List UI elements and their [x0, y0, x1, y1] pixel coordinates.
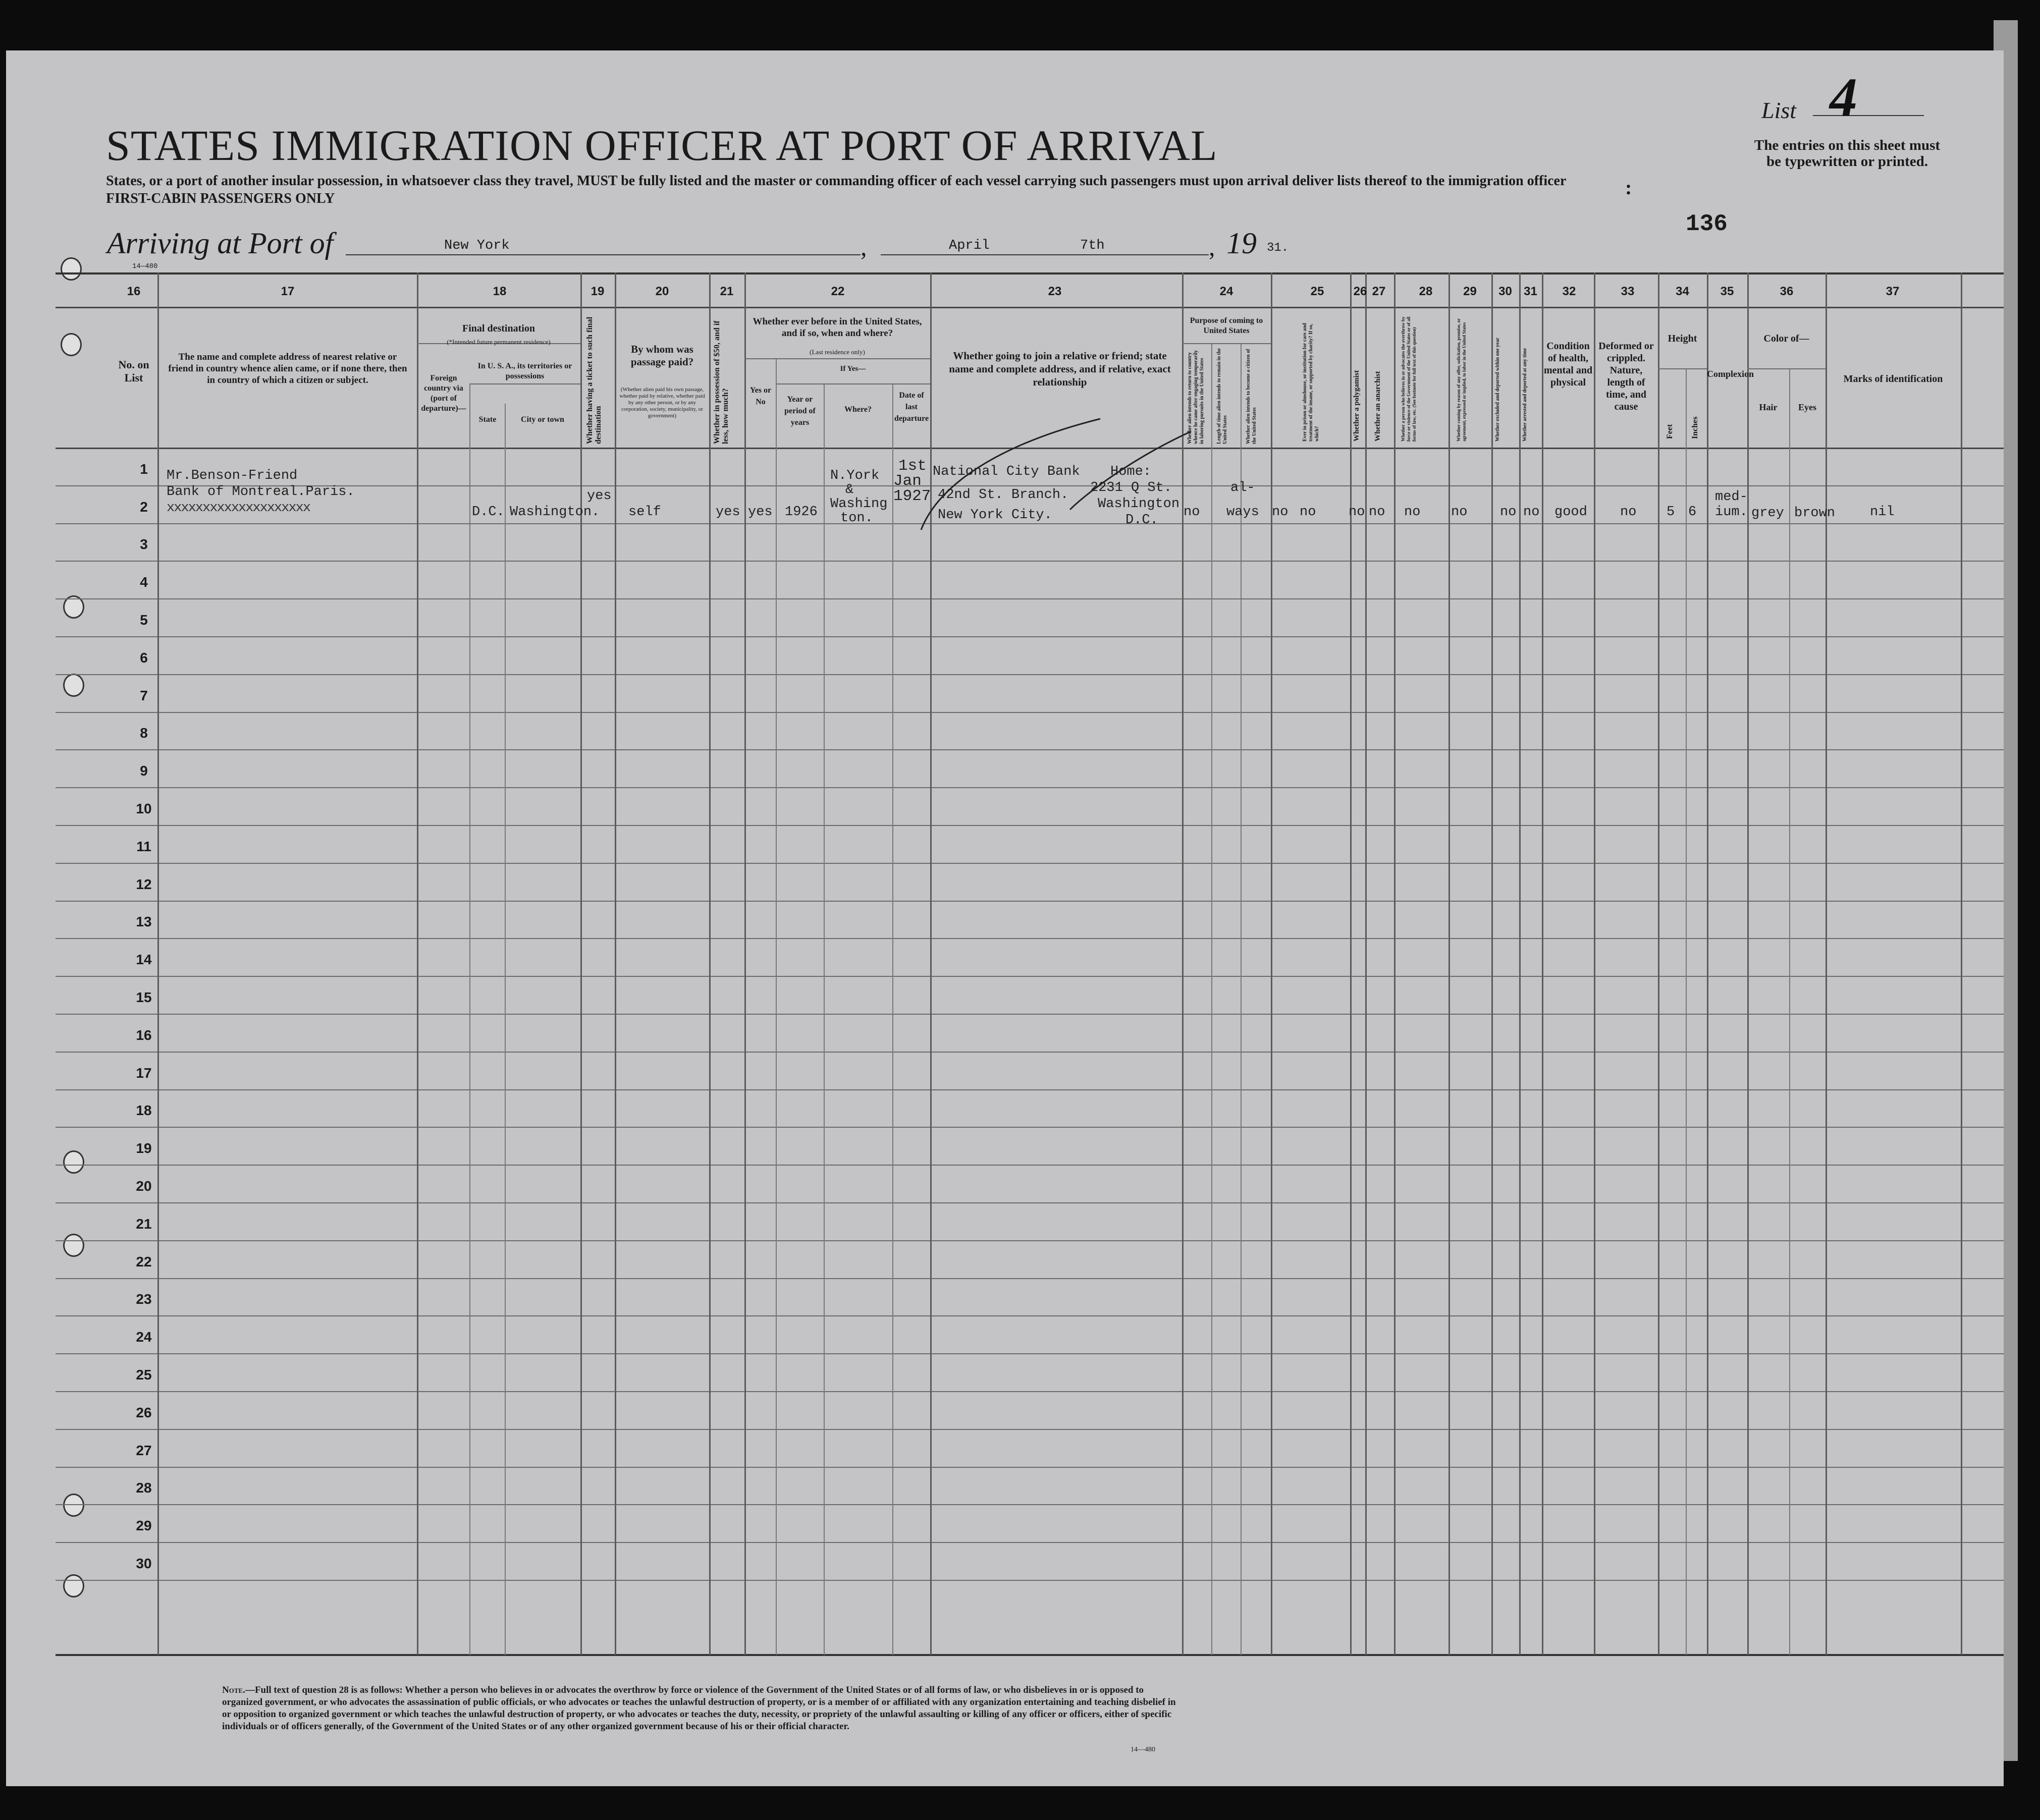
arriving-label: Arriving at Port of: [107, 227, 334, 260]
row-rule: [56, 636, 2004, 637]
header-polygamist: Whether a polygamist: [1353, 370, 1361, 442]
row-rule: [56, 1165, 2004, 1166]
struck-line: xxxxxxxxxxxxxxxxxxxx: [167, 501, 310, 516]
row-number: 26: [136, 1404, 152, 1420]
list-number: 4: [1830, 67, 1857, 128]
header-excluded: Whether excluded and deported within one year: [1495, 338, 1500, 442]
header-marks: Marks of identification: [1843, 373, 1943, 384]
subhead-rule: [776, 383, 930, 384]
binder-hole: [61, 257, 82, 281]
day-value: 7th: [1080, 238, 1105, 253]
row-rule: [56, 1391, 2004, 1392]
row-number: 21: [136, 1216, 152, 1232]
page-stamp: 136: [1686, 211, 1728, 237]
col-rule: [1365, 272, 1367, 1655]
row-rule: [56, 938, 2004, 939]
header-arrested: Whether arrested and deported at any time: [1522, 348, 1528, 442]
purpose-remain: al-: [1230, 480, 1255, 495]
colnum-rule: [56, 307, 2004, 308]
header-feet: Feet: [1666, 424, 1674, 439]
row-rule: [56, 863, 2004, 864]
row-rule: [56, 1580, 2004, 1581]
home-address: Washington: [1098, 497, 1180, 512]
row-rule: [56, 1542, 2004, 1543]
row-rule: [56, 1504, 2004, 1505]
anarchist-value: no: [1369, 505, 1385, 520]
row-rule: [56, 1127, 2004, 1128]
col-rule: [1594, 272, 1595, 1655]
row-rule: [56, 1089, 2004, 1090]
col-rule: [1686, 368, 1687, 1655]
home-address: D.C.: [1125, 513, 1158, 528]
form-code: 14—480: [132, 262, 158, 270]
header-final-destination: Final destination: [462, 323, 535, 334]
row-number: 19: [136, 1140, 152, 1156]
column-number: 23: [1048, 285, 1062, 298]
col-rule: [469, 383, 470, 1655]
table-top-rule: [56, 272, 2004, 274]
comma: ,: [1209, 233, 1215, 261]
home-address: Home:: [1110, 464, 1152, 479]
instruction-text: States, or a port of another insular possession, in whatsoever class they travel, MUST be fully listed and the master or commanding officer of each vessel carrying such passengers must upon arrival deliver lists thereof to the immigration officer: [106, 173, 1567, 189]
col-rule: [709, 272, 711, 1655]
relative-name: Mr.Benson-Friend: [167, 468, 298, 483]
purpose-remain: ways: [1226, 505, 1259, 520]
column-number: 16: [127, 285, 141, 298]
row-number: 1: [140, 461, 148, 477]
header-health: Condition of health, mental and physical: [1543, 341, 1593, 388]
col-rule: [892, 383, 893, 1655]
footnote: [222, 1684, 1186, 1733]
row-number: 7: [140, 687, 148, 703]
before-value: yes: [748, 505, 773, 520]
header-yes-no: Yes or No: [749, 386, 772, 406]
complexion-value: med-: [1715, 489, 1748, 505]
row-number: 16: [136, 1027, 152, 1043]
header-deformed: Deformed or crippled. Nature, length of time, and cause: [1598, 341, 1654, 412]
header-final-note: (*Intended future permanent residence): [447, 338, 551, 346]
row-number: 5: [140, 612, 148, 628]
row-rule: [56, 712, 2004, 713]
where-value: ton.: [840, 511, 873, 526]
overthrow-value: no: [1404, 505, 1421, 520]
row-rule: [56, 561, 2004, 562]
row-number: 12: [136, 876, 152, 892]
purpose-citizen: no: [1272, 505, 1289, 520]
header-offer: Whether coming by reason of any offer, solicitation, promise, or agreement, expressed or implied, to labor in the United States: [1456, 318, 1467, 442]
header-no-on-list: No. on List: [118, 358, 149, 384]
port-underline: [346, 254, 861, 255]
pen-stroke: [1070, 431, 1191, 510]
departure-date: 1927: [893, 487, 931, 505]
year-prefix: 19: [1226, 227, 1257, 260]
col-rule: [1658, 272, 1659, 1655]
row-number: 6: [140, 649, 148, 666]
port-value: New York: [444, 238, 510, 253]
column-number: 24: [1219, 285, 1233, 298]
row-rule: [56, 1202, 2004, 1203]
subhead-rule: [744, 358, 930, 359]
footnote-text: —Full text of question 28 is as follows: Whether a person who believes in or advocates the overthrow by force or violence of the Government of the United States or of all forms of law, or who disbelieves in or is opposed to organized government, or who advocates the assassination of public officials, or who advocates or teaches the unlawful destruction of property, or is a member of or affiliated with any organization entertaining and teaching disbelief in or opposition to organized government or which teaches the unlawful destruction of property, or who advocates or teaches the duty, necessity, or propriety of the unlawful assaulting or killing of any officer or officers, either of specific individuals or of officers generally, of the Government of the United States or of any other organized government because of his or their official character.: [222, 1685, 1176, 1732]
row-rule: [56, 1240, 2004, 1241]
col-rule: [1826, 272, 1827, 1655]
row-number: 27: [136, 1442, 152, 1458]
form-title: STATES IMMIGRATION OFFICER AT PORT OF ARRIVAL: [106, 121, 1218, 170]
departure-date: 1st: [898, 457, 927, 475]
column-number: 32: [1562, 285, 1576, 298]
header-year: Year or period of years: [784, 395, 816, 427]
column-number: 17: [281, 285, 295, 298]
row-number: 28: [136, 1480, 152, 1496]
col-rule: [1519, 272, 1521, 1655]
row-rule: [56, 1052, 2004, 1053]
table-bottom-rule: [56, 1654, 2004, 1656]
page-mark: :: [1625, 176, 1632, 199]
row-number: 14: [136, 952, 152, 968]
column-number: 27: [1372, 285, 1386, 298]
header-ever-before: Whether ever before in the United States, and if so, when and where?: [753, 316, 922, 339]
header-if-yes: If Yes—: [840, 365, 866, 373]
col-rule: [1491, 272, 1493, 1655]
note-line: be typewritten or printed.: [1766, 153, 1928, 170]
col-rule: [1271, 272, 1272, 1655]
col-rule: [1448, 272, 1450, 1655]
column-number: 26: [1353, 285, 1367, 298]
departure-date: Jan: [893, 472, 922, 490]
ticket-value: yes: [587, 488, 612, 504]
row-rule: [56, 674, 2004, 675]
row-number: 22: [136, 1253, 152, 1270]
header-paid-by: By whom was passage paid?: [630, 343, 694, 368]
row-rule: [56, 598, 2004, 599]
row-rule: [56, 976, 2004, 977]
row-number: 15: [136, 989, 152, 1005]
typewritten-note: [1726, 137, 1968, 170]
col-rule: [1542, 272, 1543, 1655]
dest-state: D.C.: [472, 505, 505, 520]
col-rule: [505, 404, 506, 1655]
row-number: 17: [136, 1065, 152, 1081]
col-rule: [776, 358, 777, 1655]
handwritten-strokes: [919, 383, 1201, 535]
row-number: 9: [140, 763, 148, 779]
row-rule: [56, 1429, 2004, 1430]
header-ticket: Whether having a ticket to such final destination: [585, 316, 603, 444]
note-line: The entries on this sheet must: [1754, 137, 1941, 153]
row-rule: [56, 787, 2004, 788]
header-complexion: Complexion: [1707, 369, 1754, 379]
column-number: 25: [1310, 285, 1324, 298]
binder-hole: [61, 333, 82, 356]
home-address: 2231 Q St.: [1090, 480, 1172, 495]
paid-by-value: self: [628, 505, 661, 520]
row-rule: [56, 1014, 2004, 1015]
year-suffix: 31.: [1267, 241, 1289, 255]
pen-stroke: [921, 419, 1100, 530]
column-number: 30: [1498, 285, 1512, 298]
row-rule: [56, 1353, 2004, 1354]
dest-city: Washington.: [510, 505, 600, 520]
col-rule: [744, 272, 746, 1655]
month-value: April: [949, 238, 990, 253]
date-underline: [881, 254, 1209, 255]
row-rule: [56, 749, 2004, 750]
prison-value: no: [1300, 505, 1316, 520]
col-rule: [1241, 343, 1242, 1655]
join-address: 42nd St. Branch.: [938, 487, 1069, 503]
column-number: 36: [1780, 285, 1794, 298]
header-prison: Ever in prison or almshouse, or institution for care and treatment of the insane, or supported by charity? If so, which?: [1302, 323, 1320, 442]
where-value: Washing: [830, 497, 888, 512]
where-value: &: [845, 482, 854, 498]
subhead-rule: [1747, 368, 1826, 369]
row-number: 30: [136, 1556, 152, 1571]
column-number: 29: [1463, 285, 1477, 298]
purpose-return: no: [1184, 505, 1200, 520]
row-number: 13: [136, 914, 152, 930]
row-number: 25: [136, 1367, 152, 1383]
column-number: 35: [1720, 285, 1734, 298]
header-usa: In U. S. A., its territories or possessions: [477, 362, 572, 380]
header-purpose: Purpose of coming to United States: [1190, 316, 1263, 335]
marks-value: nil: [1870, 505, 1895, 520]
row-rule: [56, 1278, 2004, 1279]
row-number: 2: [140, 499, 148, 515]
row-rule: [56, 1315, 2004, 1316]
binder-hole: [63, 1150, 84, 1174]
column-number: 31: [1524, 285, 1537, 298]
column-number: 33: [1621, 285, 1635, 298]
arrested-value: no: [1523, 505, 1540, 520]
header-city: City or town: [521, 415, 564, 424]
column-number: 22: [831, 285, 845, 298]
header-foreign-country: Foreign country via (port of departure)—: [421, 374, 466, 413]
complexion-value: ium.: [1715, 505, 1748, 520]
col-rule: [417, 272, 418, 1655]
column-number: 28: [1419, 285, 1433, 298]
binder-hole: [63, 1234, 84, 1257]
header-purpose-return: Whether alien intends to return to country whence he came after engaging temporarily in laboring pursuits in the United States: [1187, 350, 1205, 444]
footnote-code: 14—480: [1131, 1746, 1155, 1753]
col-rule: [1789, 368, 1790, 1655]
binder-hole: [63, 674, 84, 697]
polygamist-value: no: [1349, 505, 1365, 520]
where-value: N.York: [830, 468, 880, 483]
col-rule: [1747, 272, 1749, 1655]
row-number: 23: [136, 1291, 152, 1307]
col-rule: [1394, 272, 1395, 1655]
header-purpose-remain: Length of time alien intends to remain in the United States: [1216, 348, 1228, 444]
header-fifty-dollars: Whether in possession of $50, and if less, how much?: [713, 320, 730, 444]
fifty-value: yes: [716, 505, 740, 520]
before-year-value: 1926: [785, 505, 818, 520]
row-number: 8: [140, 725, 148, 741]
column-number: 19: [590, 285, 605, 298]
column-number: 34: [1676, 285, 1689, 298]
hair-value: grey: [1751, 506, 1784, 521]
manifest-sheet: [6, 50, 2004, 1786]
col-rule: [615, 272, 616, 1655]
header-state: State: [478, 415, 497, 424]
header-purpose-citizen: Whether alien intends to become a citizen of the United States: [1246, 349, 1257, 444]
subhead-rule: [469, 383, 580, 384]
column-number: 18: [493, 285, 507, 298]
header-overthrow: Whether a person who believes in or advocates the overthrow by force or violence of the Government of the United States or of all forms of law, etc. (See footnote for full text of this question): [1401, 316, 1417, 442]
col-rule: [1707, 272, 1708, 1655]
col-rule: [1350, 272, 1352, 1655]
col-rule: [580, 272, 582, 1655]
header-last-residence: (Last residence only): [810, 348, 865, 356]
list-label: List: [1761, 97, 1797, 123]
column-number: 20: [655, 285, 669, 298]
column-number: 21: [720, 285, 734, 298]
column-number: 37: [1886, 285, 1900, 298]
header-inches: Inches: [1691, 416, 1699, 439]
deformed-value: no: [1620, 505, 1637, 520]
col-rule: [824, 383, 825, 1655]
row-number: 29: [136, 1518, 152, 1534]
join-address: New York City.: [938, 508, 1052, 523]
footnote-lead: Note.: [222, 1685, 245, 1695]
row-rule: [56, 901, 2004, 902]
row-number: 24: [136, 1329, 152, 1345]
col-rule: [1961, 272, 1962, 1655]
comma: ,: [861, 233, 867, 261]
offer-value: no: [1451, 505, 1468, 520]
row-number: 4: [140, 574, 148, 590]
header-eyes: Eyes: [1798, 402, 1816, 412]
subhead-rule: [1658, 368, 1707, 369]
row-number: 10: [136, 801, 152, 816]
header-date-departure: Date of last departure: [894, 391, 929, 423]
header-where: Where?: [844, 405, 872, 414]
header-relative: The name and complete address of nearest relative or friend in country whence alien came, or if none there, then in country of which a citizen or subject.: [168, 352, 407, 385]
row-rule: [56, 825, 2004, 826]
header-paid-note: (Whether alien paid his own passage, whether paid by relative, whether paid by any other person, or by any corporation, society, municipality, or government): [619, 387, 705, 419]
height-inches: 6: [1688, 505, 1697, 520]
row-number: 18: [136, 1102, 152, 1119]
height-feet: 5: [1667, 505, 1675, 520]
relative-address: Bank of Montreal.Paris.: [167, 484, 355, 500]
col-rule: [1211, 343, 1212, 1655]
eyes-value: brown: [1794, 506, 1836, 521]
header-join-relative: Whether going to join a relative or friend; state name and complete address, and if relative, exact relationship: [949, 350, 1171, 388]
header-color-of: Color of—: [1763, 333, 1809, 344]
header-height: Height: [1668, 333, 1697, 344]
cabin-class: FIRST-CABIN PASSENGERS ONLY: [106, 191, 335, 206]
row-number: 3: [140, 536, 148, 553]
binder-hole: [63, 1574, 84, 1597]
subhead-rule: [1182, 343, 1271, 344]
row-number: 20: [136, 1178, 152, 1194]
row-rule: [56, 1467, 2004, 1468]
header-anarchist: Whether an anarchist: [1374, 371, 1382, 442]
row-number: 11: [136, 838, 151, 854]
header-hair: Hair: [1759, 402, 1778, 412]
health-value: good: [1554, 505, 1587, 520]
excluded-value: no: [1500, 505, 1517, 520]
join-address: National City Bank: [933, 464, 1080, 479]
